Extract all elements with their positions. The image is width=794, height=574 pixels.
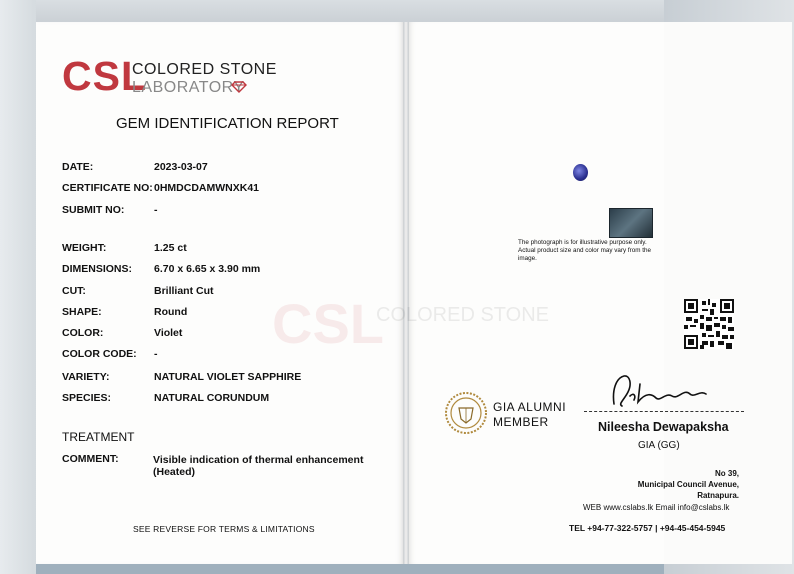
page-fold (403, 22, 409, 564)
address-line-1: No 39, (714, 469, 739, 478)
sleeve-left (0, 0, 36, 574)
field-value: NATURAL VIOLET SAPPHIRE (154, 371, 302, 383)
signature-line (584, 411, 744, 412)
web-email: WEB www.cslabs.lk Email info@cslabs.lk (583, 503, 730, 512)
signatory-credential: GIA (GG) (638, 440, 680, 451)
comment-label: COMMENT: (62, 453, 119, 465)
field-value: 1.25 ct (154, 242, 187, 254)
field-value: Brilliant Cut (154, 285, 214, 297)
scale-reference (609, 208, 653, 238)
field-label: WEIGHT: (62, 242, 107, 254)
logo-abbreviation: CSL (62, 53, 147, 99)
field-label: SHAPE: (62, 306, 102, 318)
photo-disclaimer: The photograph is for illustrative purpose only. Actual product size and color may vary from the image. (518, 239, 651, 262)
membership-line-1: GIA ALUMNI (493, 400, 567, 414)
field-label: DIMENSIONS: (62, 263, 133, 275)
treatment-heading: TREATMENT (62, 430, 135, 444)
field-value: 2023-03-07 (154, 161, 208, 173)
field-value: Round (154, 306, 188, 318)
field-value: Violet (154, 327, 183, 339)
gem-logo-icon (231, 81, 247, 93)
watermark-text: COLORED STONE (376, 304, 549, 326)
field-label: DATE: (62, 161, 94, 173)
terms-note: SEE REVERSE FOR TERMS & LIMITATIONS (133, 524, 315, 534)
field-label: CERTIFICATE NO: (62, 182, 153, 194)
field-value: NATURAL CORUNDUM (154, 392, 270, 404)
address-line-3: Ratnapura. (697, 491, 739, 500)
field-label: COLOR: (62, 327, 104, 339)
field-value: 0HMDCDAMWNXK41 (154, 182, 260, 194)
signature-icon (594, 370, 744, 415)
field-value: - (154, 348, 158, 360)
membership-line-2: MEMBER (493, 415, 549, 429)
field-label: CUT: (62, 285, 86, 297)
field-value: 6.70 x 6.65 x 3.90 mm (154, 263, 261, 275)
logo-line-1: COLORED STONE (132, 61, 277, 78)
comment-value: Visible indication of thermal enhancement (Heated) (153, 454, 364, 478)
signatory-name: Nileesha Dewapaksha (598, 420, 729, 434)
right-page (408, 22, 664, 564)
field-label: VARIETY: (62, 371, 110, 383)
telephone: TEL +94-77-322-5757 | +94-45-454-5945 (569, 523, 726, 533)
address-line-2: Municipal Council Avenue, (637, 480, 739, 489)
field-label: COLOR CODE: (62, 348, 137, 360)
watermark-abbr: CSL (272, 292, 384, 355)
field-value: - (154, 204, 158, 216)
report-title: GEM IDENTIFICATION REPORT (116, 115, 339, 132)
qr-code-icon (684, 299, 734, 349)
field-label: SPECIES: (62, 392, 112, 404)
gia-seal-icon (445, 392, 487, 434)
gem-photo (573, 164, 588, 181)
logo-line-2: LABORATORY (132, 79, 245, 96)
field-label: SUBMIT NO: (62, 204, 125, 216)
